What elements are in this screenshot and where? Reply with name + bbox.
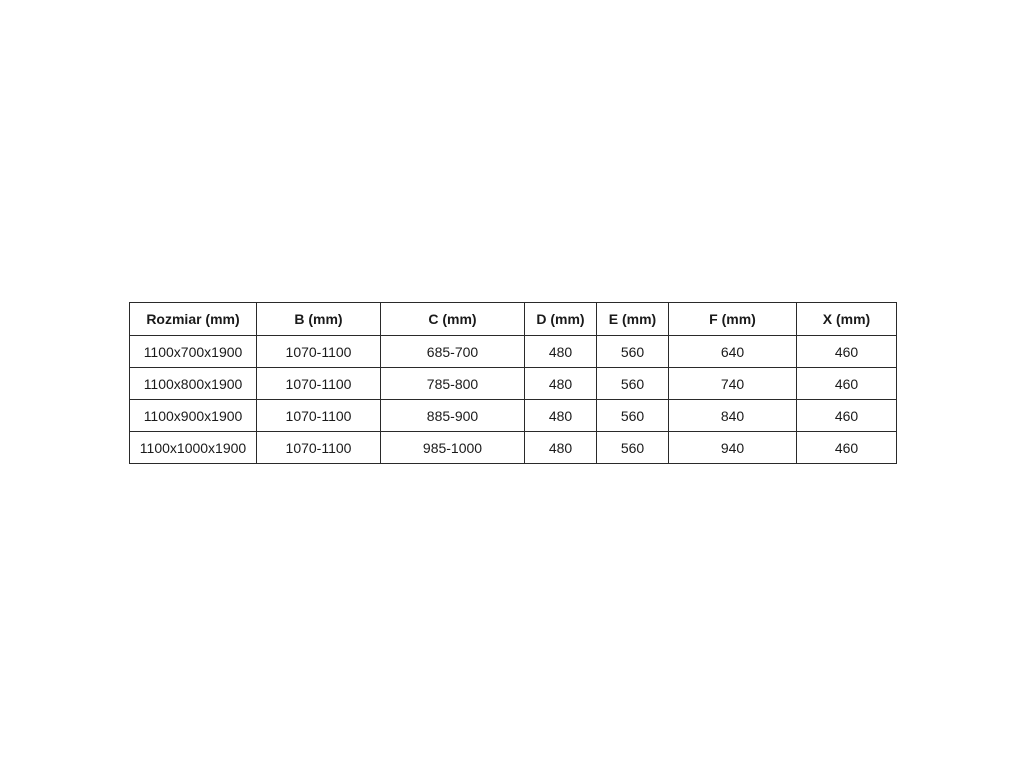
cell-x: 460 xyxy=(797,432,897,464)
cell-f: 640 xyxy=(669,336,797,368)
cell-f: 740 xyxy=(669,368,797,400)
header-b: B (mm) xyxy=(257,303,381,336)
header-e: E (mm) xyxy=(597,303,669,336)
cell-x: 460 xyxy=(797,336,897,368)
header-f: F (mm) xyxy=(669,303,797,336)
cell-c: 985-1000 xyxy=(381,432,525,464)
cell-x: 460 xyxy=(797,400,897,432)
header-rozmiar: Rozmiar (mm) xyxy=(130,303,257,336)
cell-rozmiar: 1100x1000x1900 xyxy=(130,432,257,464)
header-d: D (mm) xyxy=(525,303,597,336)
cell-rozmiar: 1100x700x1900 xyxy=(130,336,257,368)
cell-e: 560 xyxy=(597,432,669,464)
table-body xyxy=(130,336,897,464)
table-header xyxy=(130,303,897,336)
cell-e: 560 xyxy=(597,368,669,400)
cell-b: 1070-1100 xyxy=(257,432,381,464)
cell-c: 685-700 xyxy=(381,336,525,368)
cell-rozmiar: 1100x800x1900 xyxy=(130,368,257,400)
cell-c: 785-800 xyxy=(381,368,525,400)
cell-d: 480 xyxy=(525,400,597,432)
header-x: X (mm) xyxy=(797,303,897,336)
cell-b: 1070-1100 xyxy=(257,336,381,368)
cell-x: 460 xyxy=(797,368,897,400)
cell-f: 940 xyxy=(669,432,797,464)
header-c: C (mm) xyxy=(381,303,525,336)
dimensions-table xyxy=(129,302,897,464)
cell-e: 560 xyxy=(597,336,669,368)
cell-b: 1070-1100 xyxy=(257,368,381,400)
table-row xyxy=(130,368,897,400)
table-row xyxy=(130,400,897,432)
cell-d: 480 xyxy=(525,432,597,464)
cell-b: 1070-1100 xyxy=(257,400,381,432)
cell-c: 885-900 xyxy=(381,400,525,432)
cell-d: 480 xyxy=(525,336,597,368)
cell-d: 480 xyxy=(525,368,597,400)
cell-e: 560 xyxy=(597,400,669,432)
table-row xyxy=(130,432,897,464)
cell-f: 840 xyxy=(669,400,797,432)
cell-rozmiar: 1100x900x1900 xyxy=(130,400,257,432)
table-row xyxy=(130,336,897,368)
header-row xyxy=(130,303,897,336)
